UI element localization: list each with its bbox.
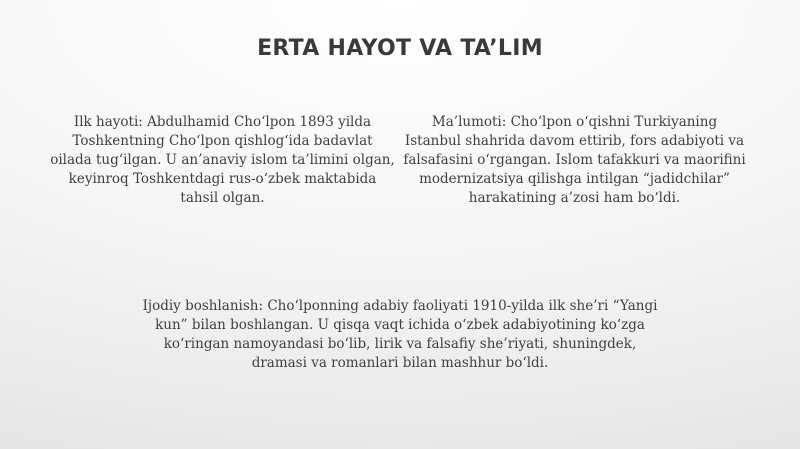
creative-start-text: Ijodiy boshlanish: Choʻlponning adabiy faoliyati 1910-yilda ilk she’ri “Yangi kun” bilan boshlangan. U qisqa vaqt ichida oʻzbek adabiyotining koʻzga koʻringan namoyandasi boʻlib, lirik va falsafiy she’riyati, shuningdek, dramasi va romanlari bilan mashhur boʻldi.	[142, 298, 658, 371]
education-text: Ma’lumoti: Choʻlpon oʻqishni Turkiyaning Istanbul shahrida davom ettirib, fors adabiyoti va falsafasini oʻrgangan. Islom tafakkuri va maorifini modernizatsiya qilishga intilgan “jadidchilar” harakatining a’zosi ham boʻldi.	[403, 114, 746, 206]
slide-title: ERTA HAYOT VA TA’LIM	[257, 36, 543, 61]
early-life-text: Ilk hayoti: Abdulhamid Choʻlpon 1893 yilda Toshkentning Choʻlpon qishlogʻida badavlat oilada tugʻilgan. U an’anaviy islom ta’limini olgan, keyinroq Toshkentdagi rus-oʻzbek maktabida tahsil olgan.	[50, 114, 395, 206]
